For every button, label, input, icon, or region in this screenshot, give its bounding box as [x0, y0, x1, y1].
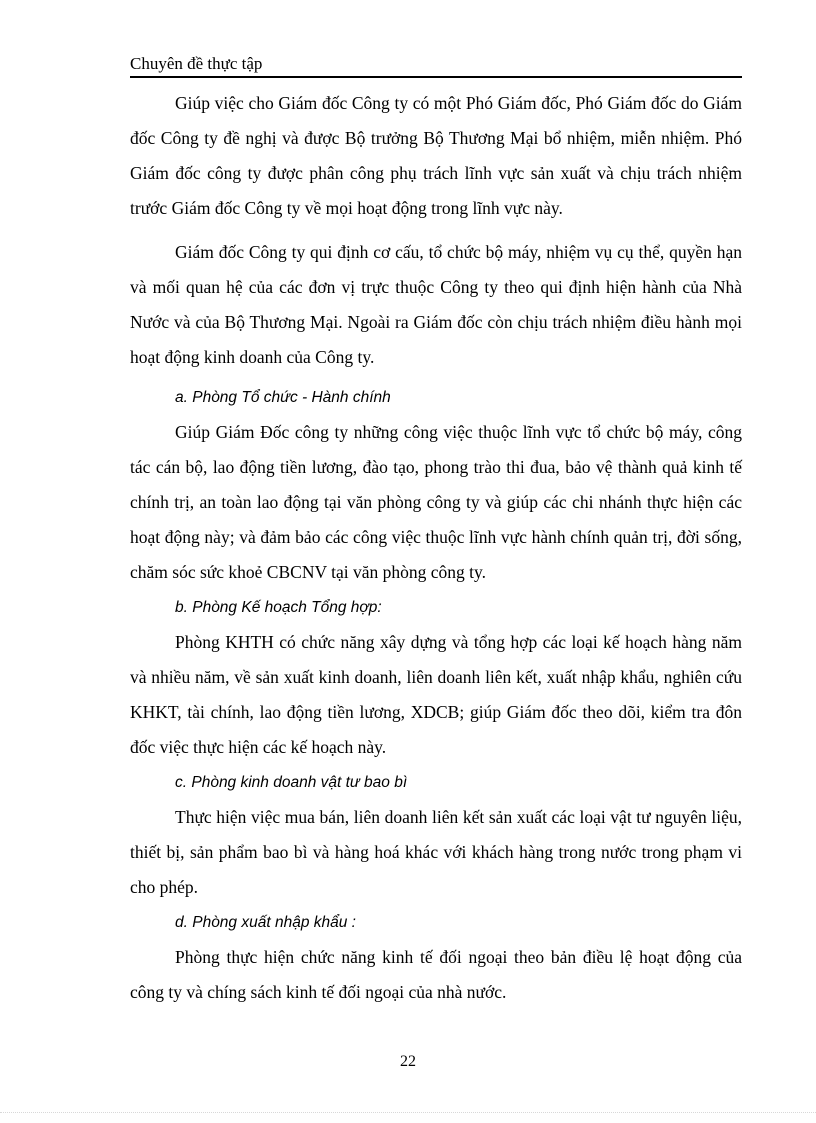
section-text-b: Phòng KHTH có chức năng xây dựng và tổng hợp các loại kế hoạch hàng năm và nhiều năm, về sản xuất kinh doanh, liên doanh liên kết, xuất nhập khẩu, nghiên cứu KHKT, tài chính, lao động tiền lương, XDCB; giúp Giám đốc theo dõi, kiểm tra đôn đốc việc thực hiện các kế hoạch này. [130, 632, 742, 757]
section-heading-b: b. Phòng Kế hoạch Tổng hợp: [175, 599, 382, 616]
section-heading-d: d. Phòng xuất nhập khẩu : [175, 914, 356, 931]
section-heading-c: c. Phòng kinh doanh vật tư bao bì [175, 774, 408, 791]
page-bottom-divider [0, 1112, 816, 1113]
header-title: Chuyên đề thực tập [130, 54, 263, 73]
document-body [130, 86, 742, 1010]
page-number: 22 [400, 1053, 416, 1070]
section-text-d: Phòng thực hiện chức năng kinh tế đối ngoại theo bản điều lệ hoạt động của công ty và chíng sách kinh tế đối ngoại của nhà nước. [130, 947, 742, 1002]
section-heading-a: a. Phòng Tổ chức - Hành chính [175, 389, 391, 406]
paragraph-director-duties: Giám đốc Công ty qui định cơ cấu, tổ chức bộ máy, nhiệm vụ cụ thể, quyền hạn và mối quan hệ của các đơn vị trực thuộc Công ty theo qui định hiện hành của Nhà Nước và của Bộ Thương Mại. Ngoài ra Giám đốc còn chịu trách nhiệm điều hành mọi hoạt động kinh doanh của Công ty. [130, 242, 742, 367]
section-text-a: Giúp Giám Đốc công ty những công việc thuộc lĩnh vực tổ chức bộ máy, công tác cán bộ, lao động tiền lương, đào tạo, phong trào thi đua, bảo vệ thành quả kinh tế chính trị, an toàn lao động tại văn phòng công ty và giúp các chi nhánh thực hiện các hoạt động này; và đảm bảo các công việc thuộc lĩnh vực hành chính quản trị, đời sống, chăm sóc sức khoẻ CBCNV tại văn phòng công ty. [130, 422, 742, 582]
page-header [130, 52, 742, 78]
section-text-c: Thực hiện việc mua bán, liên doanh liên kết sản xuất các loại vật tư nguyên liệu, thiết bị, sản phẩm bao bì và hàng hoá khác với khách hàng trong nước trong phạm vi cho phép. [130, 807, 742, 897]
paragraph-deputy-director: Giúp việc cho Giám đốc Công ty có một Phó Giám đốc, Phó Giám đốc do Giám đốc Công ty đề nghị và được Bộ trưởng Bộ Thương Mại bổ nhiệm, miễn nhiệm. Phó Giám đốc công ty được phân công phụ trách lĩnh vực sản xuất và chịu trách nhiệm trước Giám đốc Công ty về mọi hoạt động trong lĩnh vực này. [130, 93, 742, 218]
